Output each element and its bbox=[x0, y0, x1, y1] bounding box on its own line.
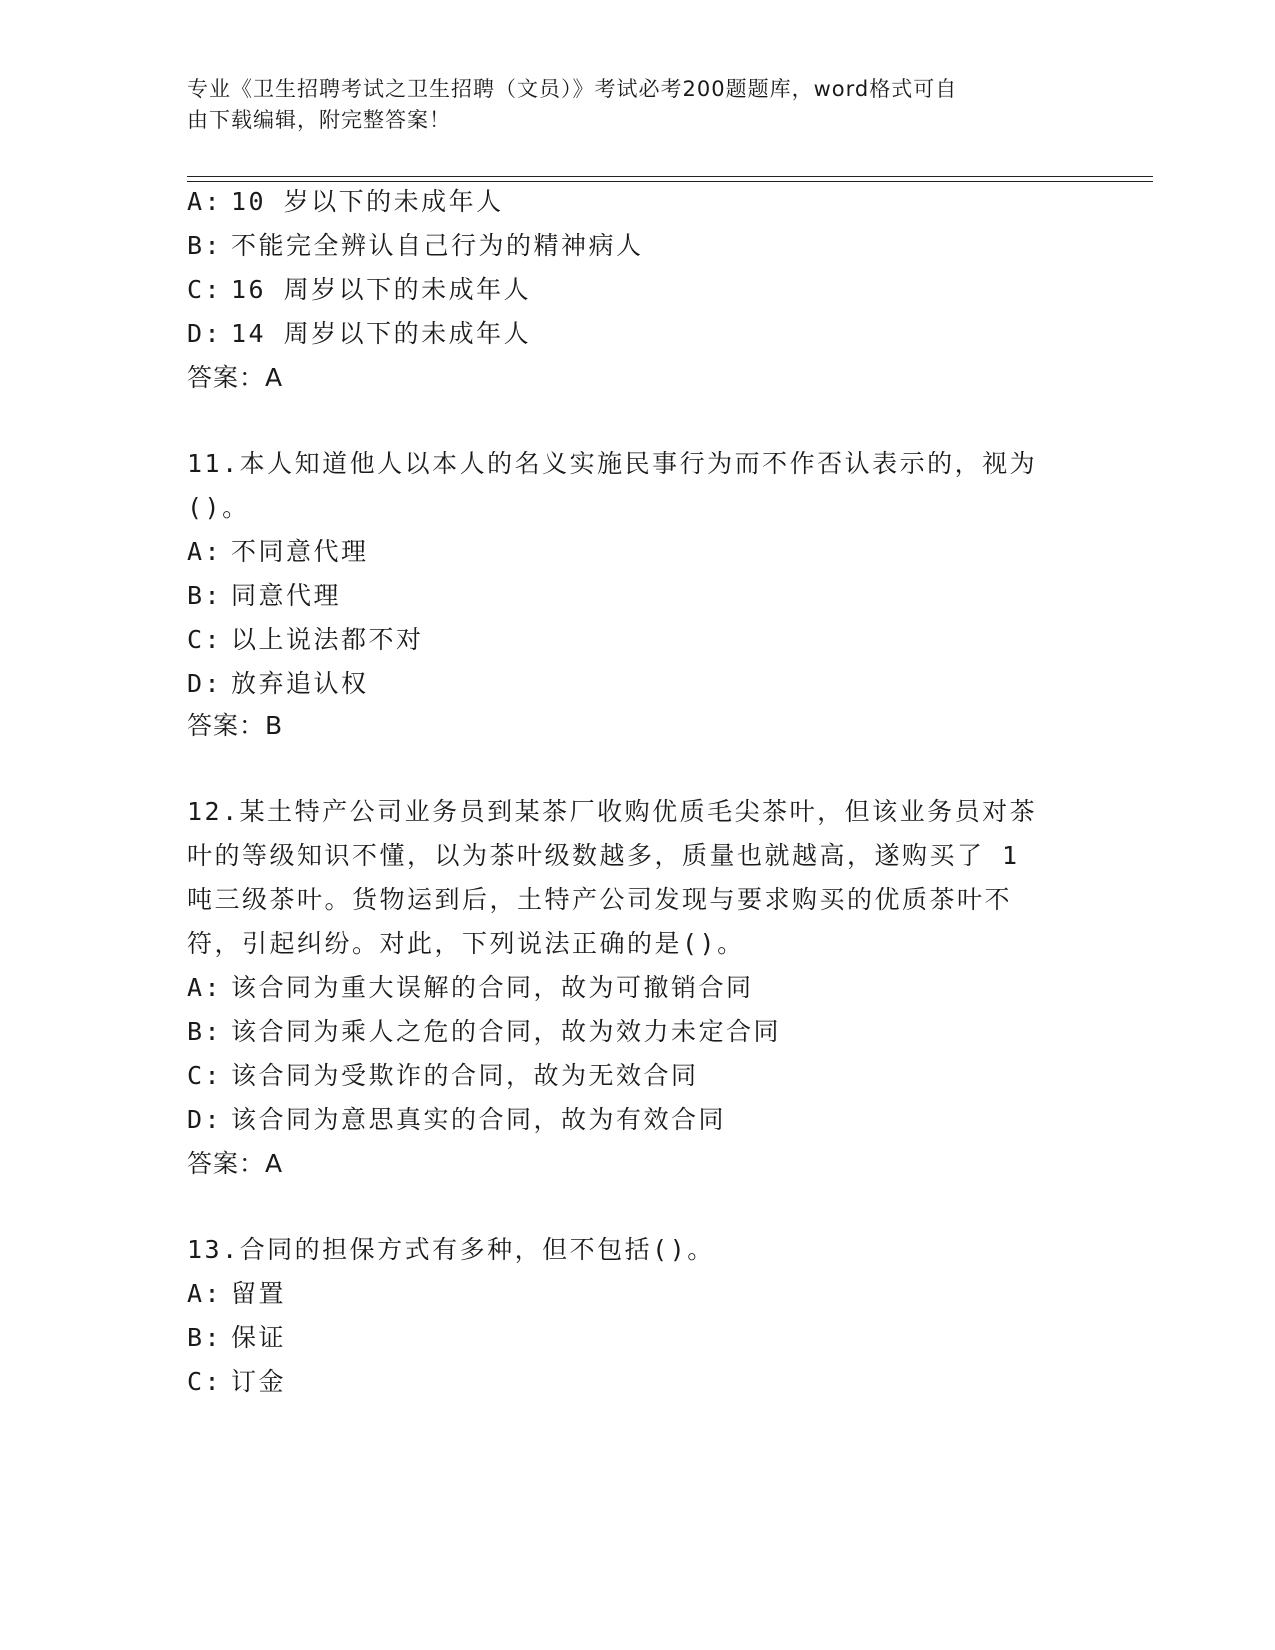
header-divider-bottom bbox=[187, 181, 1153, 182]
option-letter: B: bbox=[187, 231, 223, 260]
q13-option-a bbox=[187, 1278, 286, 1310]
option-letter: B: bbox=[187, 1323, 223, 1352]
q12-option-d bbox=[187, 1104, 726, 1136]
q12-option-c bbox=[187, 1060, 699, 1092]
option-letter: C: bbox=[187, 625, 223, 654]
header-line-1: 专业《卫生招聘考试之卫生招聘（文员）》考试必考200题题库，word格式可自 bbox=[187, 77, 958, 101]
option-text: 该合同为乘人之危的合同，故为效力未定合同 bbox=[231, 1017, 782, 1046]
q13-stem-line-1: 13.合同的担保方式有多种，但不包括()。 bbox=[187, 1235, 715, 1264]
header-line-2: 由下载编辑，附完整答案！ bbox=[187, 108, 451, 132]
option-text: 留置 bbox=[231, 1279, 287, 1308]
q11-option-b bbox=[187, 580, 341, 612]
q13-option-c bbox=[187, 1366, 286, 1398]
option-text: 14 周岁以下的未成年人 bbox=[231, 319, 532, 348]
q11-answer: 答案：B bbox=[187, 711, 284, 740]
option-text: 以上说法都不对 bbox=[231, 625, 424, 654]
option-text: 同意代理 bbox=[231, 581, 342, 610]
q10-option-b bbox=[187, 230, 644, 262]
q12-option-a bbox=[187, 972, 754, 1004]
q12-option-b bbox=[187, 1016, 781, 1048]
q12-stem-line-1: 12.某土特产公司业务员到某茶厂收购优质毛尖茶叶，但该业务员对茶 bbox=[187, 797, 1038, 826]
q11-stem-line-1: 11.本人知道他人以本人的名义实施民事行为而不作否认表示的，视为 bbox=[187, 449, 1038, 478]
option-letter: C: bbox=[187, 1367, 223, 1396]
option-text: 放弃追认权 bbox=[231, 669, 369, 698]
q11-option-c bbox=[187, 624, 424, 656]
option-letter: D: bbox=[187, 1105, 223, 1134]
option-text: 保证 bbox=[231, 1323, 287, 1352]
header-divider-top bbox=[187, 176, 1153, 177]
option-text: 16 周岁以下的未成年人 bbox=[231, 275, 532, 304]
option-text: 该合同为重大误解的合同，故为可撤销合同 bbox=[231, 973, 754, 1002]
option-letter: D: bbox=[187, 319, 223, 348]
option-text: 不同意代理 bbox=[231, 537, 369, 566]
document-header bbox=[187, 74, 1067, 136]
option-letter: B: bbox=[187, 1017, 223, 1046]
q10-answer: 答案：A bbox=[187, 363, 284, 392]
q10-option-d bbox=[187, 318, 531, 350]
q12-stem-line-4: 符，引起纠纷。对此，下列说法正确的是()。 bbox=[187, 929, 745, 958]
option-letter: D: bbox=[187, 669, 223, 698]
q10-option-c bbox=[187, 274, 531, 306]
option-letter: A: bbox=[187, 973, 223, 1002]
option-text: 订金 bbox=[231, 1367, 287, 1396]
option-text: 该合同为受欺诈的合同，故为无效合同 bbox=[231, 1061, 699, 1090]
option-text: 不能完全辨认自己行为的精神病人 bbox=[231, 231, 644, 260]
q11-option-a bbox=[187, 536, 369, 568]
q13-option-b bbox=[187, 1322, 286, 1354]
option-letter: A: bbox=[187, 187, 223, 216]
option-letter: C: bbox=[187, 275, 223, 304]
option-letter: C: bbox=[187, 1061, 223, 1090]
option-letter: B: bbox=[187, 581, 223, 610]
option-text: 该合同为意思真实的合同，故为有效合同 bbox=[231, 1105, 727, 1134]
q12-stem-line-3: 吨三级茶叶。货物运到后，土特产公司发现与要求购买的优质茶叶不 bbox=[187, 885, 1013, 914]
option-letter: A: bbox=[187, 1279, 223, 1308]
option-text: 10 岁以下的未成年人 bbox=[231, 187, 504, 216]
q12-answer: 答案：A bbox=[187, 1149, 284, 1178]
option-letter: A: bbox=[187, 537, 223, 566]
q12-stem-line-2: 叶的等级知识不懂，以为茶叶级数越多，质量也就越高，遂购买了 1 bbox=[187, 841, 1020, 870]
q11-option-d bbox=[187, 668, 369, 700]
q10-option-a bbox=[187, 186, 504, 218]
q11-stem-line-2: ()。 bbox=[187, 493, 250, 522]
